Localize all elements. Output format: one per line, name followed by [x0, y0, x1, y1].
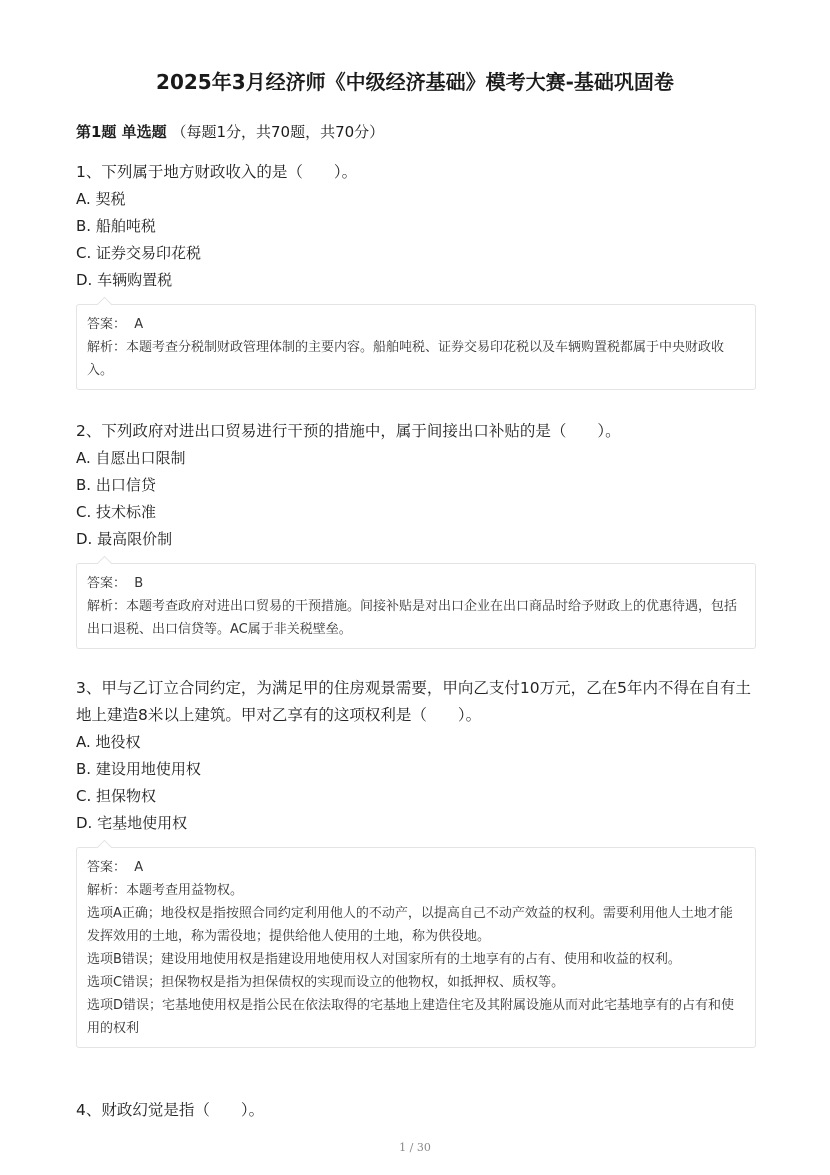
option-b: B. 出口信贷: [76, 476, 156, 494]
document-title: 2025年3月经济师《中级经济基础》模考大赛-基础巩固卷: [156, 70, 674, 94]
option-b: B. 建设用地使用权: [76, 760, 201, 778]
option-c: C. 证券交易印花税: [76, 244, 202, 262]
analysis-option-c: 选项C错误；担保物权是指为担保债权的实现而设立的他物权，如抵押权、质权等。: [87, 975, 565, 990]
answer-value: B: [134, 576, 144, 591]
question-4: [76, 1097, 756, 1124]
answer-label: 答案：: [87, 576, 127, 591]
section-header: [76, 121, 384, 142]
question-stem: 2、下列政府对进出口贸易进行干预的措施中，属于间接出口补贴的是（ ）。: [76, 422, 621, 440]
option-d: D. 最高限价制: [76, 530, 173, 548]
option-a: A. 地役权: [76, 733, 141, 751]
answer-box: [76, 304, 756, 390]
question-stem: 1、下列属于地方财政收入的是（ ）。: [76, 163, 358, 181]
analysis-option-b: 选项B错误；建设用地使用权是指建设用地使用权人对国家所有的土地享有的占有、使用和收益的权利。: [87, 952, 681, 967]
option-d: D. 宅基地使用权: [76, 814, 188, 832]
answer-label: 答案：: [87, 317, 127, 332]
analysis-text: 解析：本题考查政府对进出口贸易的干预措施。间接补贴是对出口企业在出口商品时给予财政上的优惠待遇，包括出口退税、出口信贷等。AC属于非关税壁垒。: [87, 599, 738, 637]
analysis-option-d: 选项D错误；宅基地使用权是指公民在依法取得的宅基地上建造住宅及其附属设施从而对此宅基地享有的占有和使用的权利: [87, 998, 735, 1036]
section-label: 第1题 单选题: [76, 123, 167, 141]
option-c: C. 担保物权: [76, 787, 157, 805]
answer-box: [76, 563, 756, 649]
answer-line: [87, 856, 745, 879]
answer-value: A: [134, 860, 144, 875]
question-stem: 4、财政幻觉是指（ ）。: [76, 1101, 265, 1119]
analysis-text: 解析：本题考查用益物权。: [87, 883, 244, 898]
question-stem: 3、甲与乙订立合同约定，为满足甲的住房观景需要，甲向乙支付10万元，乙在5年内不得在自有土地上建造8米以上建筑。甲对乙享有的这项权利是（ ）。: [76, 679, 751, 724]
answer-value: A: [134, 317, 144, 332]
analysis-option-a: 选项A正确；地役权是指按照合同约定利用他人的不动产，以提高自己不动产效益的权利。需要利用他人土地才能发挥效用的土地，称为需役地；提供给他人使用的土地，称为供役地。: [87, 906, 733, 944]
answer-line: [87, 572, 745, 595]
option-b: B. 船舶吨税: [76, 217, 156, 235]
answer-label: 答案：: [87, 860, 127, 875]
answer-line: [87, 313, 745, 336]
option-a: A. 自愿出口限制: [76, 449, 186, 467]
option-a: A. 契税: [76, 190, 126, 208]
section-note: （每题1分，共70题，共70分）: [171, 123, 385, 141]
question-1: [76, 159, 756, 390]
page-indicator: 1 / 30: [399, 1141, 431, 1154]
question-2: [76, 418, 756, 649]
option-c: C. 技术标准: [76, 503, 157, 521]
question-3: [76, 675, 756, 1048]
answer-box: [76, 847, 756, 1048]
option-d: D. 车辆购置税: [76, 271, 173, 289]
analysis-text: 解析：本题考查分税制财政管理体制的主要内容。船舶吨税、证券交易印花税以及车辆购置税都属于中央财政收入。: [87, 340, 725, 378]
